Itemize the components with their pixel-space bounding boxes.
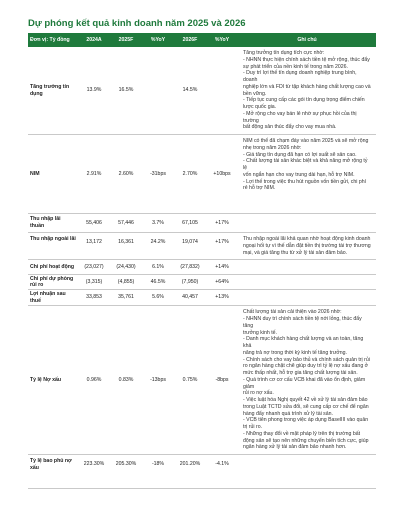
header-2026f: 2026F xyxy=(174,33,206,47)
row-label: Tỷ lệ bao phủ nợ xấu xyxy=(28,455,78,489)
yoy-2025: 3.7% xyxy=(142,214,174,233)
value-2024a: 13.9% xyxy=(78,47,110,135)
yoy-2025: -31bps xyxy=(142,135,174,214)
value-2026f: 0.75% xyxy=(174,306,206,455)
row-label: Chi phí hoạt động xyxy=(28,260,78,275)
value-2024a: 2.91% xyxy=(78,135,110,214)
note-line: - Mở rộng cho vay bán lẻ nhờ sự phục hồi của thị trường xyxy=(243,110,357,124)
note-line: nhẹ trong năm 2026 nhờ: xyxy=(243,144,302,151)
note-line: - Việc luật hóa Nghị quyết 42 về xử lý tài sản đảm bảo xyxy=(243,397,368,403)
yoy-2026: +10bps xyxy=(206,135,238,214)
value-2026f: 67,105 xyxy=(174,214,206,233)
value-2024a: 33,853 xyxy=(78,290,110,306)
row-label: Tăng trưởng tín dụng xyxy=(28,47,78,135)
row-label: Thu nhập lãi thuần xyxy=(28,214,78,233)
value-2026f: 14.5% xyxy=(174,47,206,135)
yoy-2025: -13bps xyxy=(142,306,174,455)
row-label: Tỷ lệ Nợ xấu xyxy=(28,306,78,455)
value-2025f: (24,430) xyxy=(110,260,142,275)
table-row xyxy=(28,290,376,306)
yoy-2026: -8bps xyxy=(206,306,238,455)
row-label: Thu nhập ngoài lãi xyxy=(28,233,78,260)
note-line: sự phát triển của nền kinh tế trong năm 2026. xyxy=(243,63,348,70)
row-note xyxy=(238,455,376,489)
note-line: - Lợi thế trong việc thu hút nguồn vốn tiền gửi, chi phí xyxy=(243,178,367,185)
note-line: ngân hàng xử lý tài sản đảm bảo nhanh hơn. xyxy=(243,444,347,451)
note-line: hàng đẩy nhanh quá trình xử lý tài sản. xyxy=(243,410,333,417)
value-2024a: 55,406 xyxy=(78,214,110,233)
yoy-2026: +13% xyxy=(206,290,238,306)
value-2024a: (23,027) xyxy=(78,260,110,275)
note-line: Thu nhập ngoài lãi khả quan nhờ hoạt động kinh doanh xyxy=(243,236,371,242)
table-row xyxy=(28,47,376,135)
table-row xyxy=(28,135,376,214)
note-line: rủi ro nợ xấu. xyxy=(243,390,274,397)
yoy-2026: -4.1% xyxy=(206,455,238,489)
header-2024a: 2024A xyxy=(78,33,110,47)
note-line: - NHNN duy trì chính sách tiền tệ nới lỏng, thúc đẩy tăng xyxy=(243,316,362,329)
value-2025f: 205.30% xyxy=(110,455,142,489)
note-line: rẻ hỗ trợ NIM. xyxy=(243,185,276,192)
note-line: - Chính sách cho vay bảo thủ và chính sách quản trị rủi xyxy=(243,356,370,363)
value-2025f: (4,855) xyxy=(110,275,142,290)
table-row xyxy=(28,214,376,233)
row-note xyxy=(238,47,376,135)
note-line: NIM có thể đã chạm đáy vào năm 2025 và sẽ mở rộng xyxy=(243,138,369,144)
yoy-2025: 6.1% xyxy=(142,260,174,275)
note-line: bền vững. xyxy=(243,90,267,97)
value-2026f: 40,457 xyxy=(174,290,206,306)
row-label: Chi phí dự phòng rủi ro xyxy=(28,275,78,290)
note-line: năng trả nợ trong thời kỳ kinh tế tăng trưởng. xyxy=(243,349,347,356)
header-notes: Ghi chú xyxy=(238,33,376,47)
value-2026f: (27,832) xyxy=(174,260,206,275)
note-line: mại, và giá tăng thu từ xử lý tài sản đảm bảo. xyxy=(243,249,348,256)
row-note xyxy=(238,290,376,306)
yoy-2026 xyxy=(206,47,238,135)
row-note xyxy=(238,275,376,290)
table-header-row xyxy=(28,33,376,47)
note-line: vốn ngắn hạn cho vay trung dài hạn, hỗ trợ NIM. xyxy=(243,171,355,178)
yoy-2026: +17% xyxy=(206,233,238,260)
value-2024a: 13,172 xyxy=(78,233,110,260)
table-row xyxy=(28,306,376,455)
yoy-2025: -18% xyxy=(142,455,174,489)
note-line: trị rủi ro. xyxy=(243,424,263,430)
row-note xyxy=(238,306,376,455)
note-line: - Danh mục khách hàng chất lượng và an toàn, tăng khả xyxy=(243,336,364,349)
note-line: trong Luật TCTD sửa đổi, sẽ cung cấp cơ chế để ngân xyxy=(243,403,369,410)
note-line: nghiệp lớn và FDI từ tập khách hàng chất lượng cao và xyxy=(243,83,371,90)
table-row xyxy=(28,233,376,260)
yoy-2026: +64% xyxy=(206,275,238,290)
value-2025f: 57,446 xyxy=(110,214,142,233)
table-row xyxy=(28,260,376,275)
row-note xyxy=(238,135,376,214)
forecast-table xyxy=(28,33,376,489)
note-line: lược quốc gia. xyxy=(243,104,277,110)
note-line: Chất lượng tài sản cải thiện vào 2026 nhờ: xyxy=(243,309,342,316)
value-2025f: 16,361 xyxy=(110,233,142,260)
note-line: - Những thay đổi về mặt pháp lý trên thị trường bất xyxy=(243,430,361,437)
note-line: mức thấp nhất, hỗ trợ gia tăng chất lượng tài sản. xyxy=(243,370,358,376)
value-2026f: 19,074 xyxy=(174,233,206,260)
note-line: - Chất lượng tài sản khác biệt và khả năng mở rộng tỷ lệ xyxy=(243,158,368,171)
row-label: Lợi nhuận sau thuế xyxy=(28,290,78,306)
row-note xyxy=(238,260,376,275)
value-2024a: (3,315) xyxy=(78,275,110,290)
table-row xyxy=(28,455,376,489)
yoy-2025: 46.5% xyxy=(142,275,174,290)
yoy-2025 xyxy=(142,47,174,135)
note-line: - Duy trì lợi thế tín dụng doanh nghiệp trung bình, doanh xyxy=(243,70,357,83)
page-title: Dự phóng kết quả kinh doanh năm 2025 và 2026 xyxy=(28,18,246,29)
row-note xyxy=(238,233,376,260)
note-line: động sản sẽ tạo nên những chuyển biến tích cực, giúp xyxy=(243,437,369,444)
header-yoy-2026: %YoY xyxy=(206,33,238,47)
header-2025f: 2025F xyxy=(110,33,142,47)
note-line: bất động sản thúc đẩy cho vay mua nhà. xyxy=(243,124,337,131)
note-line: - Quá trình cơ cơ cấu VCB khai đã vào ổn định, giảm giảm xyxy=(243,376,366,390)
value-2025f: 35,761 xyxy=(110,290,142,306)
row-label: NIM xyxy=(28,135,78,214)
value-2025f: 16.5% xyxy=(110,47,142,135)
row-note xyxy=(238,214,376,233)
header-yoy-2025: %YoY xyxy=(142,33,174,47)
header-unit: Đơn vị: Tỷ đồng xyxy=(28,33,78,47)
note-line: - Giá tăng tín dụng đã hạn có lợi suất sẽ sản cao. xyxy=(243,151,357,158)
value-2026f: 201.20% xyxy=(174,455,206,489)
value-2026f: (7,950) xyxy=(174,275,206,290)
value-2025f: 0.83% xyxy=(110,306,142,455)
value-2024a: 0.96% xyxy=(78,306,110,455)
yoy-2025: 24.2% xyxy=(142,233,174,260)
note-line: ngoại hối tự vì thế dẫn đặt tiền thị trường tài trợ thương xyxy=(243,242,371,249)
note-line: ro ngân hàng chặt chẽ giúp duy trì tỷ lệ nợ xấu đang ở xyxy=(243,363,369,370)
note-line: trưởng kinh tế. xyxy=(243,329,277,336)
value-2026f: 2.70% xyxy=(174,135,206,214)
yoy-2026: +14% xyxy=(206,260,238,275)
value-2025f: 2.60% xyxy=(110,135,142,214)
note-line: - Tiếp tục cung cấp các gói tín dụng trọng điểm chiến xyxy=(243,97,365,104)
note-line: - NHNN thực hiện chính sách tiền tệ mở rộng, thúc đẩy xyxy=(243,56,370,63)
value-2024a: 223.30% xyxy=(78,455,110,489)
yoy-2025: 5.6% xyxy=(142,290,174,306)
note-line: Tăng trưởng tín dụng tích cực nhờ: xyxy=(243,50,325,56)
yoy-2026: +17% xyxy=(206,214,238,233)
note-line: - VCB tiên phong trong việc áp dụng BaselIII vào quản xyxy=(243,417,369,424)
table-row xyxy=(28,275,376,290)
